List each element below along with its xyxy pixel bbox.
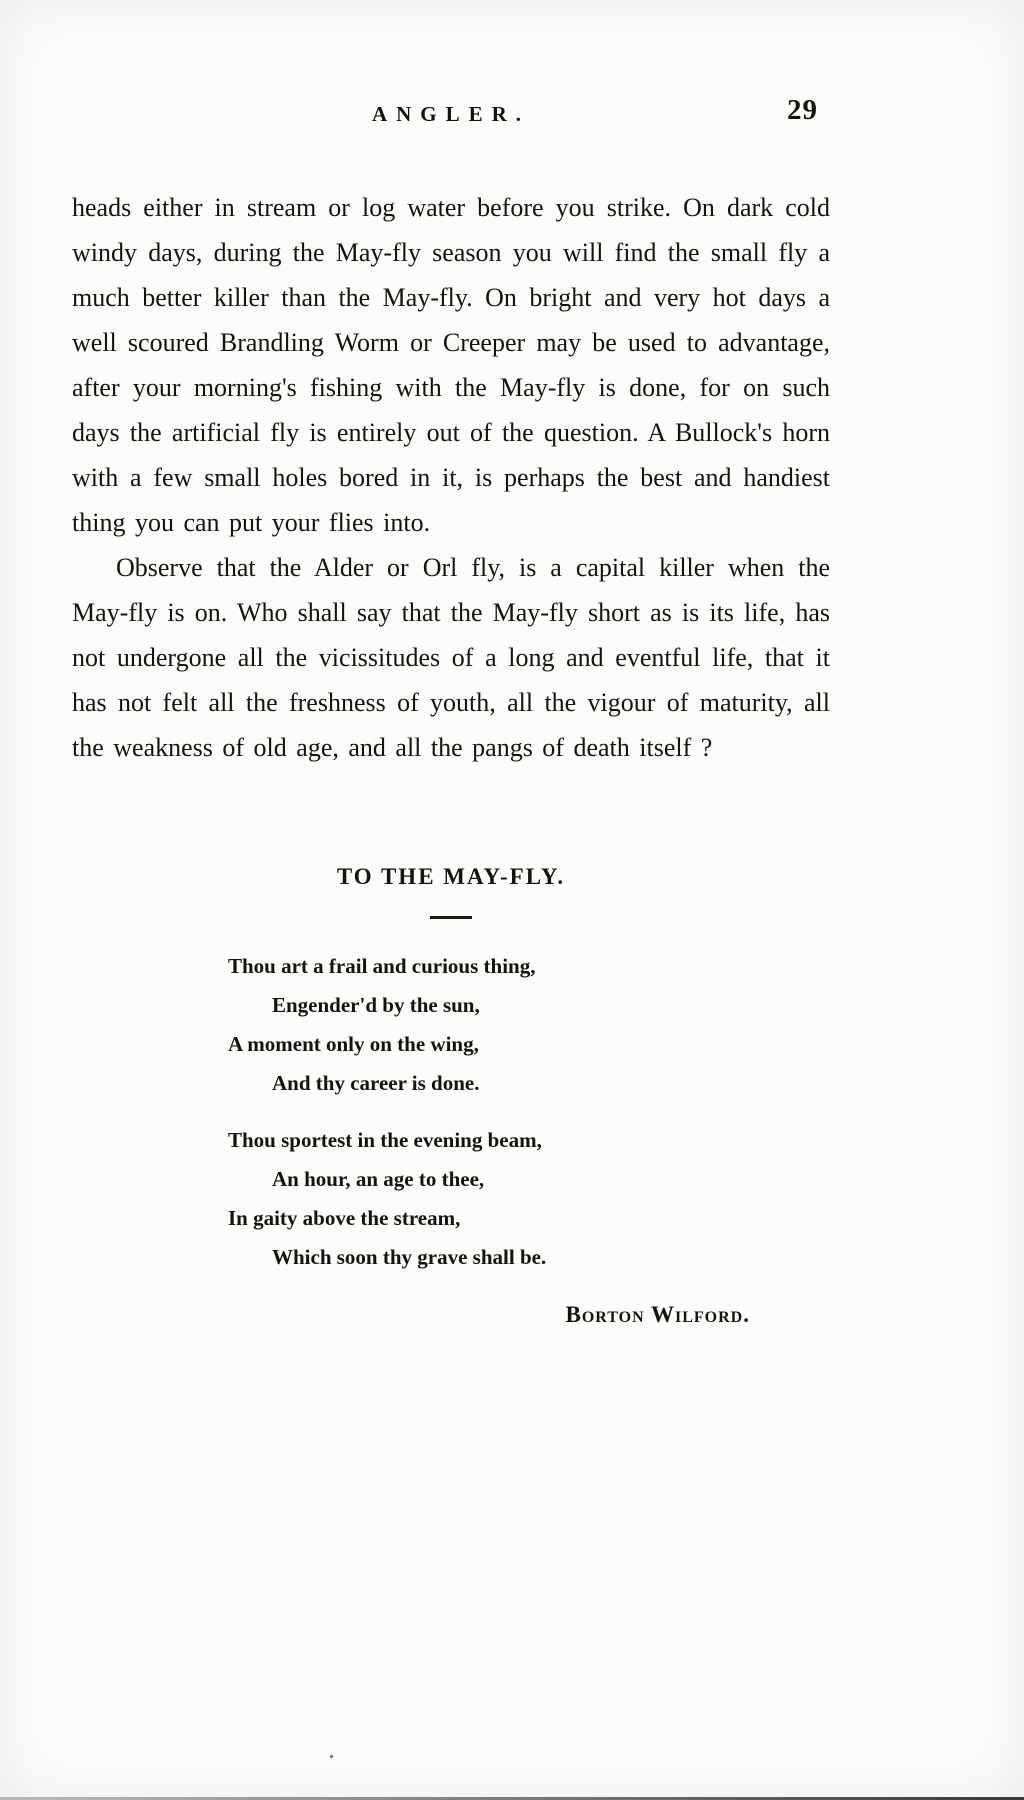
poem-line: An hour, an age to thee, [272,1167,485,1191]
poem-line: In gaity above the stream, [228,1206,461,1230]
poem-line: Engender'd by the sun, [272,993,480,1017]
scan-artifact-dot [330,1755,333,1758]
poem-stanza [228,947,750,1103]
body-text [72,185,830,770]
poem-title: TO THE MAY-FLY. [336,864,566,889]
poem-line: And thy career is done. [272,1071,480,1095]
section-divider [430,916,472,919]
running-header [72,94,830,130]
poem-section [72,864,830,1334]
poem-line: Thou art a frail and curious thing, [228,954,536,978]
body-paragraph: heads either in stream or log water before you strike. On dark cold windy days, during the May-fly season you will find the small fly a much better killer than the May-fly. On bright and very hot days a well scoured Brandling Worm or Creeper may be used to advantage, after your morning's fishing with the May-fly is done, for on such days the artificial fly is entirely out of the question. A Bullock's horn with a few small holes bored in it, is perhaps the best and handiest thing you can put your flies into. [72,193,830,537]
body-paragraph: Observe that the Alder or Orl fly, is a capital killer when the May-fly is on. Who shall say that the May-fly short as is its life, has not undergone all the vicissitudes of a long and eventful life, that it has not felt all the freshness of youth, all the vigour of maturity, all the weakness of old age, and all the pangs of death itself ? [72,553,830,762]
poem-line: Which soon thy grave shall be. [272,1245,547,1269]
page-content [72,94,830,1334]
page-number: 29 [787,94,818,126]
poem-signature: Borton Wilford. [565,1302,750,1327]
poem-line: Thou sportest in the evening beam, [228,1128,542,1152]
poem-stanza [228,1121,750,1277]
poem [228,947,750,1334]
running-header-title: ANGLER. [371,102,531,126]
poem-line: A moment only on the wing, [228,1032,479,1056]
